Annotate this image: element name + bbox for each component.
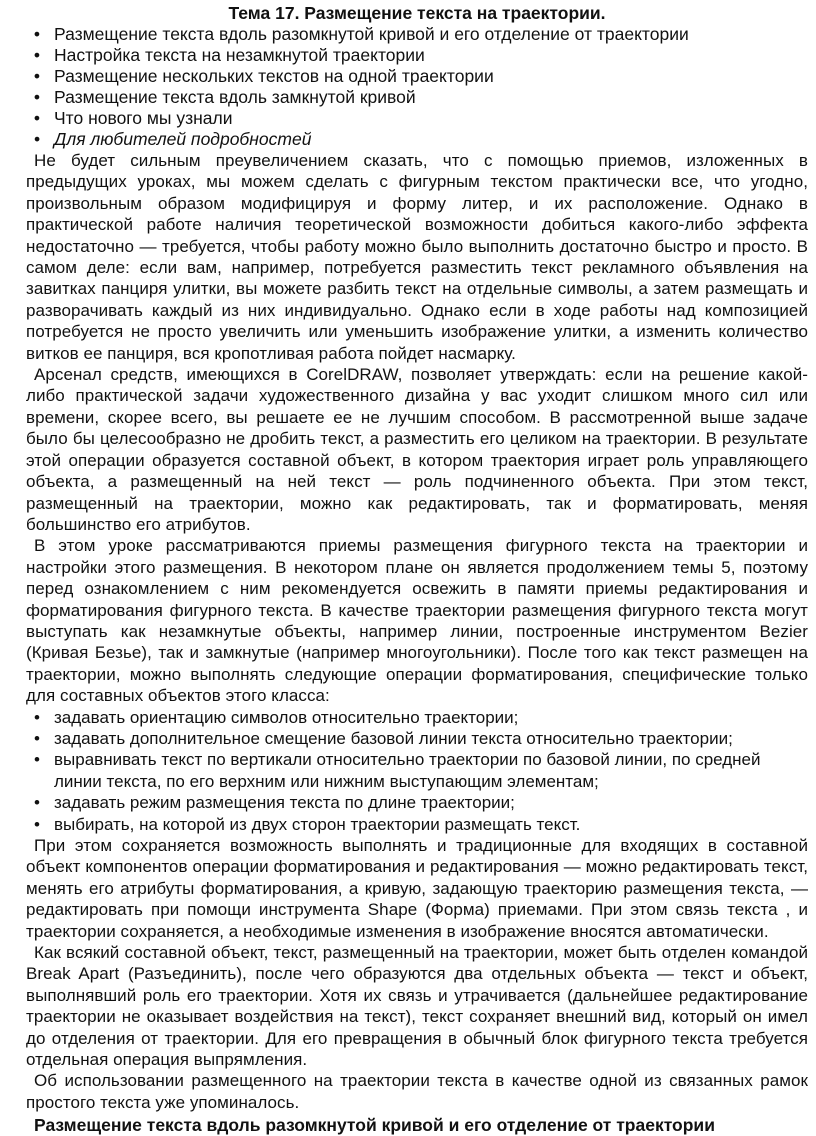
operation-item	[26, 707, 808, 728]
bullet-icon: •	[33, 87, 41, 107]
body-paragraph: Арсенал средств, имеющихся в CorelDRAW, позволяет утверждать: если на решение какой-либо практической задачи художественного дизайна у вас уходит слишком много сил или времени, скорее всего, вы решаете ее не лучшим способом. В рассмотренной выше задаче было бы целесообразно не дробить текст, а разместить его целиком на траектории. В результате этой операции образуется составной объект, в котором траектория играет роль управляющего объекта, а размещенный на ней текст — роль подчиненного объекта. При этом текст, размещенный на траектории, можно как редактировать, так и форматировать, меняя большинство его атрибутов.	[26, 365, 808, 534]
topic-label: Размещение текста вдоль разомкнутой кривой и его отделение от траектории	[54, 24, 689, 44]
body-paragraph: Об использовании размещенного на траектории текста в качестве одной из связанных рамок простого текста уже упоминалось.	[26, 1071, 808, 1112]
operation-item	[26, 792, 808, 813]
bullet-icon: •	[34, 707, 40, 727]
bullet-icon: •	[34, 814, 40, 834]
body-paragraph: Как всякий составной объект, текст, размещенный на траектории, может быть отделен командой Break Apart (Разъединить), после чего образуются два отдельных объекта — текст и объект, выполнявший роль его траектории. Хотя их связь и утрачивается (дальнейшее редактирование траектории не оказывает воздействия на текст), текст сохраняет внешний вид, который он имел до отделения от траектории. Для его превращения в обычный блок фигурного текста требуется отдельная операция выпрямления.	[26, 943, 808, 1070]
bullet-icon: •	[34, 728, 40, 748]
operation-item	[26, 814, 808, 835]
bullet-icon: •	[33, 129, 41, 149]
bullet-icon: •	[33, 66, 41, 86]
bullet-icon: •	[33, 45, 41, 65]
topic-label: Для любителей подробностей	[54, 129, 312, 149]
bullet-icon: •	[34, 750, 40, 770]
operation-text: выбирать, на которой из двух сторон траектории размещать текст.	[54, 814, 581, 834]
body-paragraph: Не будет сильным преувеличением сказать, что с помощью приемов, изложенных в предыдущих уроках, мы можем сделать с фигурным текстом практически все, что угодно, произвольным образом модифицируя и форму литер, и их расположение. Однако в практической работе наличия теоретической возможности добиться какого-либо эффекта недостаточно — требуется, чтобы работу можно было выполнить достаточно быстро и просто. В самом деле: если вам, например, потребуется разместить текст рекламного объявления на завитках панциря улитки, вы можете разбить текст на отдельные символы, а затем размещать и разворачивать каждый из них индивидуально. Однако если в ходе работы над композицией потребуется не просто увеличить или уменьшить изображение улитки, а изменить количество витков ее панциря, вся кропотливая работа пойдет насмарку.	[26, 151, 808, 363]
body-paragraph: При этом сохраняется возможность выполнять и традиционные для входящих в составной объект компонентов операции форматирования и редактирования — можно редактировать текст, менять его атрибуты форматирования, а кривую, задающую траекторию размещения текста, — редактировать при помощи инструмента Shape (Форма) приемами. При этом связь текста , и траектории сохраняется, а необходимые изменения в изображение вносятся автоматически.	[26, 836, 808, 941]
operation-text: задавать ориентацию символов относительно траектории;	[54, 707, 519, 727]
topic-item	[26, 108, 808, 129]
section-heading: Размещение текста вдоль разомкнутой кривой и его отделение от траектории	[34, 1115, 715, 1136]
topic-label: Настройка текста на незамкнутой траектории	[54, 45, 425, 65]
body-paragraph: В этом уроке рассматриваются приемы размещения фигурного текста на траектории и настройки этого размещения. В некотором плане он является продолжением темы 5, поэтому перед ознакомлением с ним рекомендуется освежить в памяти приемы редактирования и форматирования фигурного текста. В качестве траектории размещения фигурного текста могут выступать как незамкнутые объекты, например линии, построенные инструментом Bezier (Кривая Безье), так и замкнутые (например многоугольники). После того как текст размещен на траектории, можно выполнять следующие операции форматирования, специфические только для составных объектов этого класса:	[26, 536, 808, 706]
operations-list	[26, 707, 808, 835]
bullet-icon: •	[34, 793, 40, 813]
topic-label: Размещение текста вдоль замкнутой кривой	[54, 87, 416, 107]
page-title: Тема 17. Размещение текста на траектории.	[228, 3, 606, 23]
bullet-icon: •	[33, 24, 41, 44]
operation-text: выравнивать текст по вертикали относительно траектории по базовой линии, по средней линии текста, по его верхним или нижним выступающим элементам;	[54, 750, 761, 791]
topic-item	[26, 87, 808, 108]
operation-text: задавать режим размещения текста по длине траектории;	[54, 793, 515, 813]
topic-item	[26, 24, 808, 45]
topic-item	[26, 129, 808, 150]
topic-label: Размещение нескольких текстов на одной траектории	[54, 66, 494, 86]
topic-item	[26, 66, 808, 87]
operation-text: задавать дополнительное смещение базовой линии текста относительно траектории;	[54, 728, 733, 748]
topic-list	[26, 24, 808, 150]
operation-item	[26, 728, 808, 749]
topic-label: Что нового мы узнали	[54, 108, 233, 128]
bullet-icon: •	[33, 108, 41, 128]
topic-item	[26, 45, 808, 66]
operation-item	[26, 749, 808, 792]
